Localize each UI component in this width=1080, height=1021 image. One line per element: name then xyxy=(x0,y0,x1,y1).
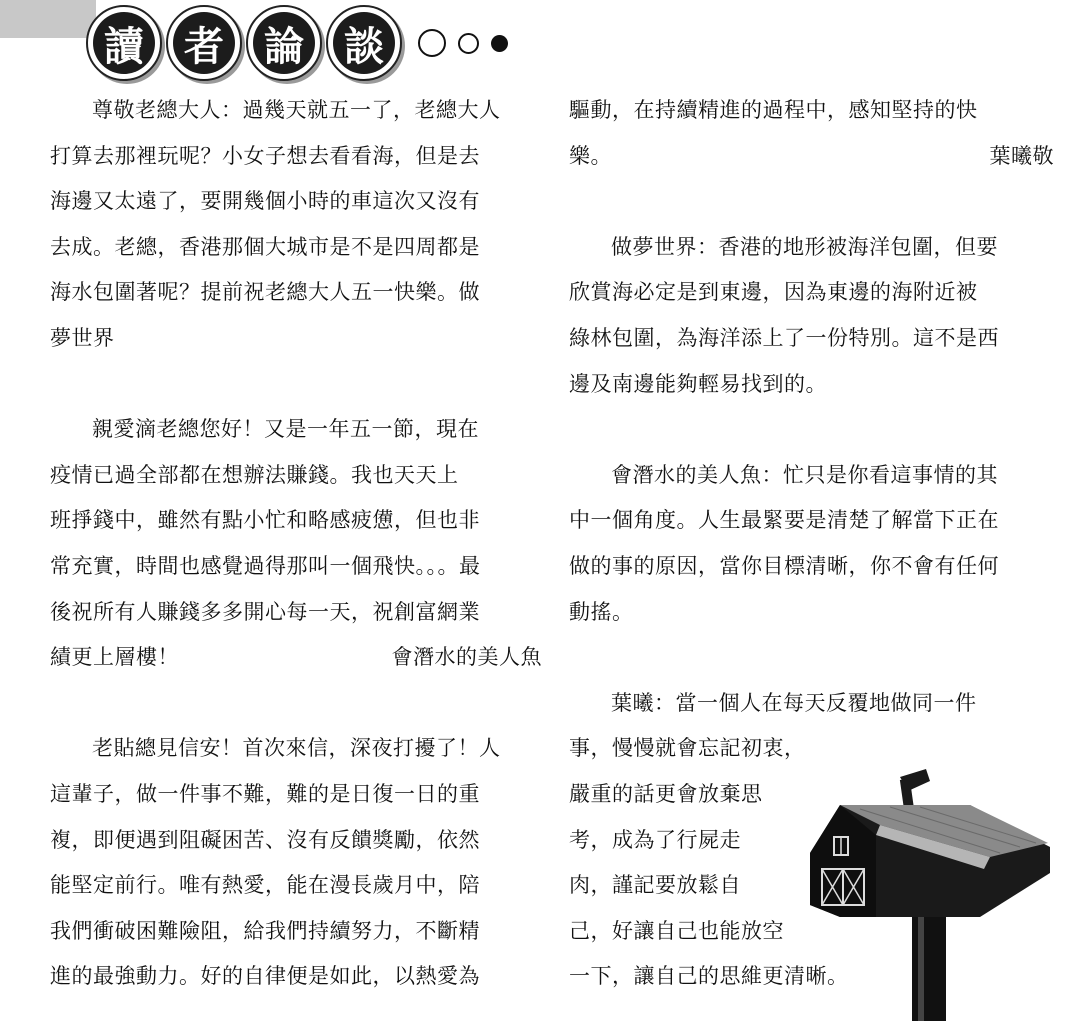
letter-line: 我們衝破困難險阻，給我們持續努力，不斷精 xyxy=(50,918,480,943)
letter-line: 夢世界 xyxy=(50,325,115,350)
letter-line: 疫情已過全部都在想辦法賺錢。我也天天上 xyxy=(50,462,459,487)
letter-line: 班掙錢中，雖然有點小忙和略感疲憊，但也非 xyxy=(50,508,480,533)
letter-line: 常充實，時間也感覺過得那叫一個飛快。。。最 xyxy=(50,553,481,578)
reply-line: 事，慢慢就會忘記初衷， xyxy=(569,736,806,761)
letter-line: 績更上層樓！ xyxy=(50,645,179,670)
letter-line: 去成。老總，香港那個大城市是不是四周都是 xyxy=(50,234,480,259)
decorative-dots xyxy=(418,29,508,57)
reply-line: 邊及南邊能夠輕易找到的。 xyxy=(569,371,827,396)
reply-line: 考，成為了行屍走 xyxy=(569,827,741,852)
letter-line: 這輩子，做一件事不難，難的是日復一日的重 xyxy=(50,781,480,806)
letter-dream-world xyxy=(50,88,542,362)
letter-line: 打算去那裡玩呢？小女子想去看看海，但是去 xyxy=(50,143,480,168)
letter-signature-line xyxy=(569,134,1054,180)
reply-line: 做的事的原因，當你目標清晰，你不會有任何 xyxy=(569,553,999,578)
letter-line: 驅動，在持續精進的過程中，感知堅持的快 xyxy=(569,98,978,122)
title-badge: 讀 xyxy=(86,5,162,81)
reply-line: 中一個角度。人生最緊要是清楚了解當下正在 xyxy=(569,508,999,533)
reply-line: 會潛水的美人魚：忙只是你看這事情的其 xyxy=(611,462,998,487)
title-badge: 者 xyxy=(166,5,242,81)
letter-line: 樂。 xyxy=(569,143,612,168)
letter-line: 複，即便遇到阻礙困苦、沒有反饋獎勵，依然 xyxy=(50,827,480,852)
filled-circle-icon xyxy=(491,35,508,52)
letter-signature-line xyxy=(50,635,542,681)
reply-mermaid xyxy=(569,453,1054,635)
title-badge: 談 xyxy=(326,5,402,81)
small-hollow-circle-icon xyxy=(458,33,479,54)
letter-line: 能堅定前行。唯有熱愛，能在漫長歲月中，陪 xyxy=(50,873,480,898)
large-hollow-circle-icon xyxy=(418,29,446,57)
letter-line: 老貼總見信安！首次來信，深夜打擾了！人 xyxy=(92,736,501,761)
header-gray-tab xyxy=(0,0,96,38)
reply-line: 一下，讓自己的思維更清晰。 xyxy=(569,964,849,989)
letter-line: 進的最強動力。好的自律便是如此，以熱愛為 xyxy=(50,964,480,989)
left-column xyxy=(50,88,542,1000)
letter-line: 尊敬老總大人：過幾天就五一了，老總大人 xyxy=(92,98,501,122)
letter-line: 後祝所有人賺錢多多開心每一天，祝創富網業 xyxy=(50,599,480,624)
letter-line: 海邊又太遠了，要開幾個小時的車這次又沒有 xyxy=(50,189,480,214)
title-badge: 論 xyxy=(246,5,322,81)
mailbox-icon xyxy=(800,765,1060,1021)
letter-ye-xi xyxy=(50,726,542,1000)
reply-line: 己，好讓自己也能放空 xyxy=(569,918,784,943)
reply-line: 肉，謹記要放鬆自 xyxy=(569,873,741,898)
signature: 會潛水的美人魚 xyxy=(391,645,542,670)
signature: 葉曦敬 xyxy=(989,143,1054,168)
letter-line: 親愛滴老總您好！又是一年五一節，現在 xyxy=(92,417,479,442)
column-header xyxy=(86,4,508,82)
reply-line: 嚴重的話更會放棄思 xyxy=(569,781,763,806)
reply-line: 欣賞海必定是到東邊，因為東邊的海附近被 xyxy=(569,280,978,305)
reply-line: 動搖。 xyxy=(569,599,634,624)
letter-ye-xi-continued xyxy=(569,88,1054,179)
reply-dream-world xyxy=(569,225,1054,407)
reply-line: 做夢世界：香港的地形被海洋包圍，但要 xyxy=(611,234,998,259)
reply-line: 綠林包圍，為海洋添上了一份特別。這不是西 xyxy=(569,325,999,350)
letter-mermaid xyxy=(50,407,542,681)
letter-line: 海水包圍著呢？提前祝老總大人五一快樂。做 xyxy=(50,280,480,305)
reply-line: 葉曦：當一個人在每天反覆地做同一件 xyxy=(611,690,977,715)
